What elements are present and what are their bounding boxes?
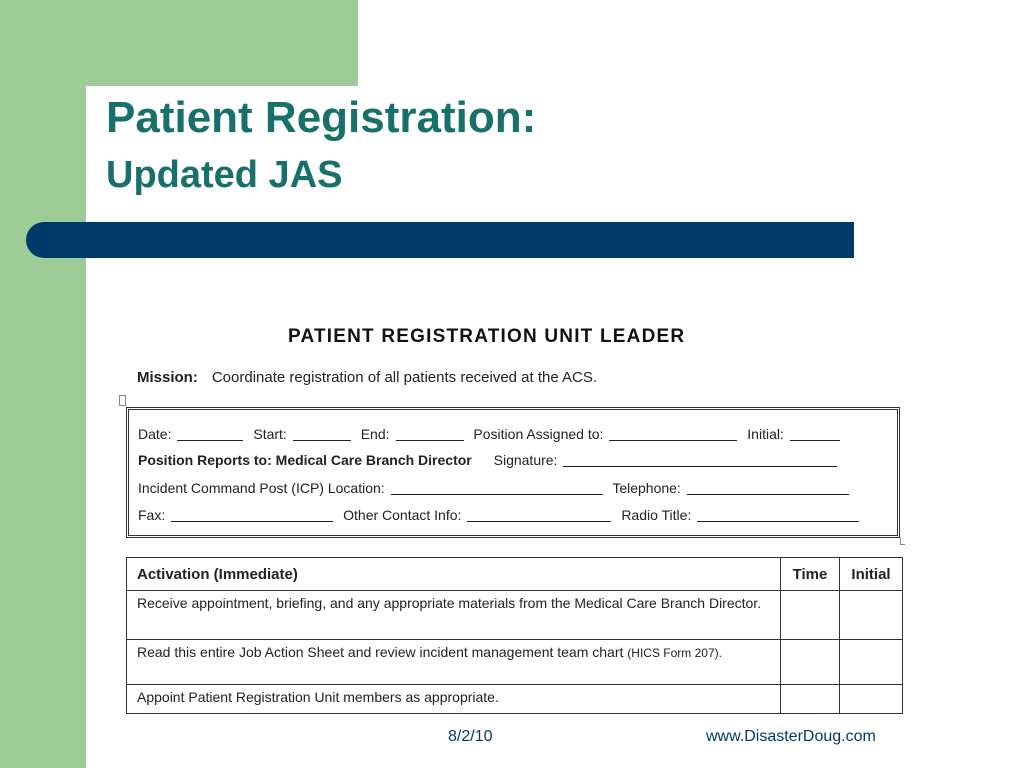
table-row (127, 640, 903, 685)
task-text: Receive appointment, briefing, and any appropriate materials from the Medical Care Branch Director. (127, 591, 781, 640)
info-row-1 (138, 426, 840, 442)
slide-title: Patient Registration: (106, 93, 537, 142)
info-row-4 (138, 507, 859, 523)
assignment-info-box (126, 407, 900, 538)
task-cell (127, 640, 781, 685)
initial-cell (840, 685, 903, 714)
activation-header-row (127, 558, 903, 591)
signature-label: Signature: (493, 452, 558, 468)
slide-subtitle: Updated JAS (106, 154, 343, 196)
radio-title-label: Radio Title: (621, 507, 692, 523)
info-row-3 (138, 480, 849, 496)
table-row (127, 685, 903, 714)
activation-table (126, 557, 903, 714)
start-label: Start: (253, 426, 287, 442)
icp-label: Incident Command Post (ICP) Location: (138, 480, 385, 496)
telephone-blank (687, 481, 849, 495)
time-cell (781, 640, 840, 685)
other-contact-label: Other Contact Info: (343, 507, 462, 523)
initial-blank (790, 427, 840, 441)
time-cell (781, 591, 840, 640)
other-contact-blank (467, 508, 611, 522)
info-row-2 (138, 452, 837, 468)
table-end-marker (900, 538, 905, 545)
icp-blank (391, 481, 603, 495)
position-assigned-label: Position Assigned to: (473, 426, 604, 442)
decorative-navy-bar (26, 222, 854, 258)
date-label: Date: (138, 426, 172, 442)
radio-title-blank (697, 508, 859, 522)
signature-blank (563, 453, 837, 467)
mission-label: Mission: (137, 369, 198, 386)
mission-line (137, 369, 597, 386)
end-label: End: (360, 426, 390, 442)
initial-label: Initial: (747, 426, 784, 442)
time-cell (781, 685, 840, 714)
initial-cell (840, 640, 903, 685)
task-note: (HICS Form 207). (627, 646, 722, 660)
end-blank (396, 427, 464, 441)
fax-label: Fax: (138, 507, 166, 523)
task-text: Read this entire Job Action Sheet and review incident management team chart (137, 644, 624, 660)
reports-to-label: Position Reports to: Medical Care Branch Director (138, 452, 472, 468)
decorative-green-side-bar (0, 0, 86, 768)
table-row (127, 591, 903, 640)
decorative-green-top-bar (0, 0, 358, 86)
activation-header: Activation (Immediate) (127, 558, 781, 591)
initial-column-header: Initial (840, 558, 903, 591)
start-blank (293, 427, 351, 441)
position-assigned-blank (609, 427, 737, 441)
initial-cell (840, 591, 903, 640)
telephone-label: Telephone: (612, 480, 681, 496)
time-column-header: Time (781, 558, 840, 591)
footer-url: www.DisasterDoug.com (706, 728, 876, 745)
fax-blank (171, 508, 333, 522)
mission-text: Coordinate registration of all patients received at the ACS. (211, 369, 598, 386)
footer-date: 8/2/10 (448, 728, 493, 745)
sheet-heading: PATIENT REGISTRATION UNIT LEADER (288, 326, 686, 347)
date-blank (177, 427, 243, 441)
task-text: Appoint Patient Registration Unit members as appropriate. (127, 685, 781, 714)
table-anchor-icon (119, 395, 126, 406)
